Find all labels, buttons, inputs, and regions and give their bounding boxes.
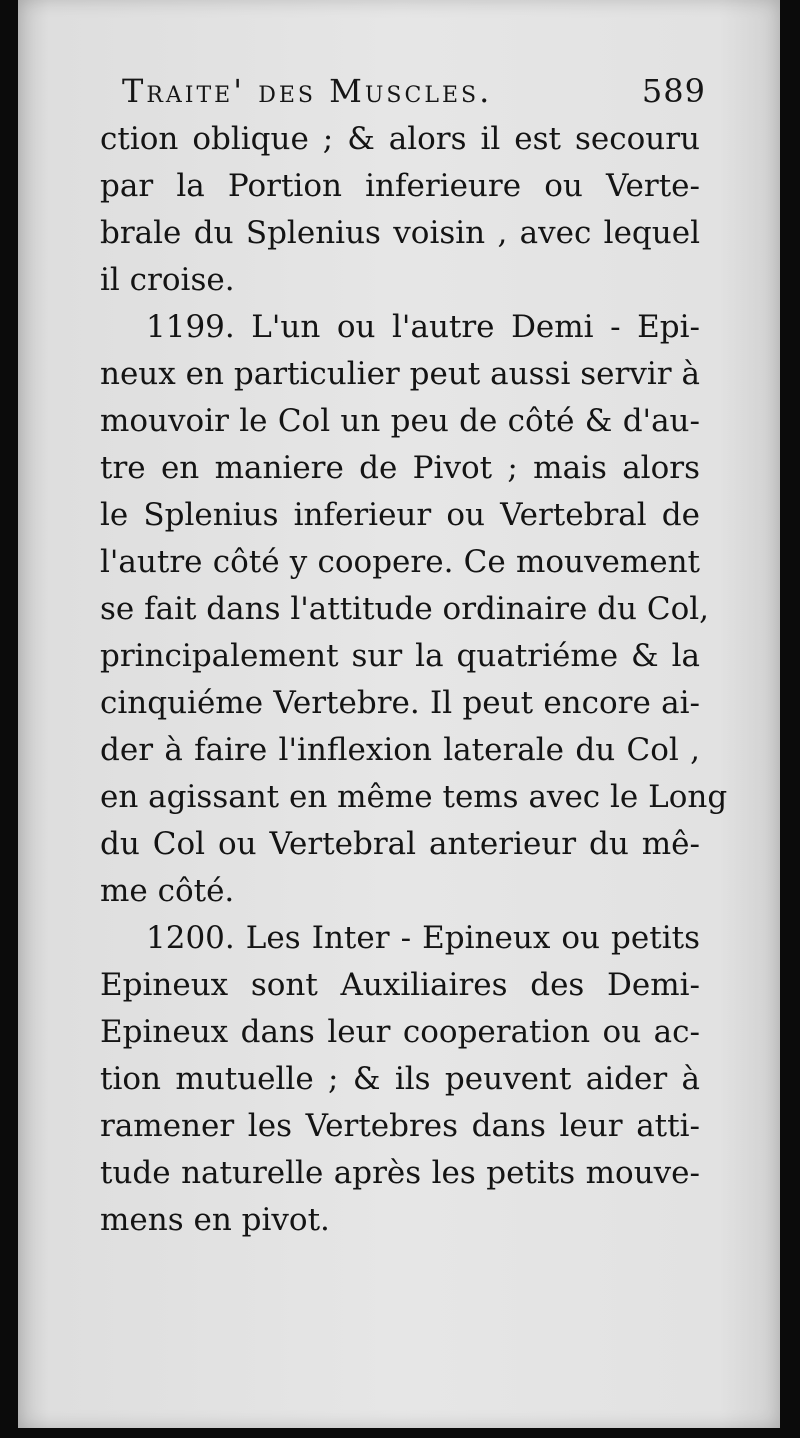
text-line: tion mutuelle ; & ils peuvent aider à	[100, 1061, 700, 1097]
text-line: ramener les Vertebres dans leur atti-	[100, 1108, 700, 1144]
text-line: du Col ou Vertebral anterieur du mê-	[100, 826, 700, 862]
book-page	[18, 0, 780, 1428]
text-line: Epineux sont Auxiliaires des Demi-	[100, 967, 700, 1003]
text-line: en agissant en même tems avec le Long	[100, 779, 728, 815]
text-line: der à faire l'inflexion laterale du Col ,	[100, 732, 700, 768]
text-line: mens en pivot.	[100, 1202, 330, 1238]
text-line: principalement sur la quatriéme & la	[100, 638, 700, 674]
text-line: le Splenius inferieur ou Vertebral de	[100, 497, 700, 533]
text-line: l'autre côté y coopere. Ce mouvement	[100, 544, 700, 580]
text-line: me côté.	[100, 873, 235, 909]
text-line: mouvoir le Col un peu de côté & d'au-	[100, 403, 700, 439]
text-line: ction oblique ; & alors il est secouru	[100, 121, 700, 157]
text-line: il croise.	[100, 262, 235, 298]
text-line: Epineux dans leur cooperation ou ac-	[100, 1014, 700, 1050]
text-line: cinquiéme Vertebre. Il peut encore ai-	[100, 685, 700, 721]
body-text	[100, 116, 728, 1244]
text-line: par la Portion inferieure ou Verte-	[100, 168, 700, 204]
page-header	[122, 72, 722, 120]
page-number: 589	[641, 72, 706, 110]
text-line: se fait dans l'attitude ordinaire du Col,	[100, 591, 709, 627]
paragraph-1199-start: 1199. L'un ou l'autre Demi - Epi-	[146, 309, 700, 345]
text-line: brale du Splenius voisin , avec lequel	[100, 215, 700, 251]
text-line: tude naturelle après les petits mouve-	[100, 1155, 700, 1191]
text-line: tre en maniere de Pivot ; mais alors	[100, 450, 700, 486]
text-line: neux en particulier peut aussi servir à	[100, 356, 700, 392]
paragraph-1200-start: 1200. Les Inter - Epineux ou petits	[146, 920, 700, 956]
running-title: Traite' des Muscles.	[122, 72, 493, 110]
